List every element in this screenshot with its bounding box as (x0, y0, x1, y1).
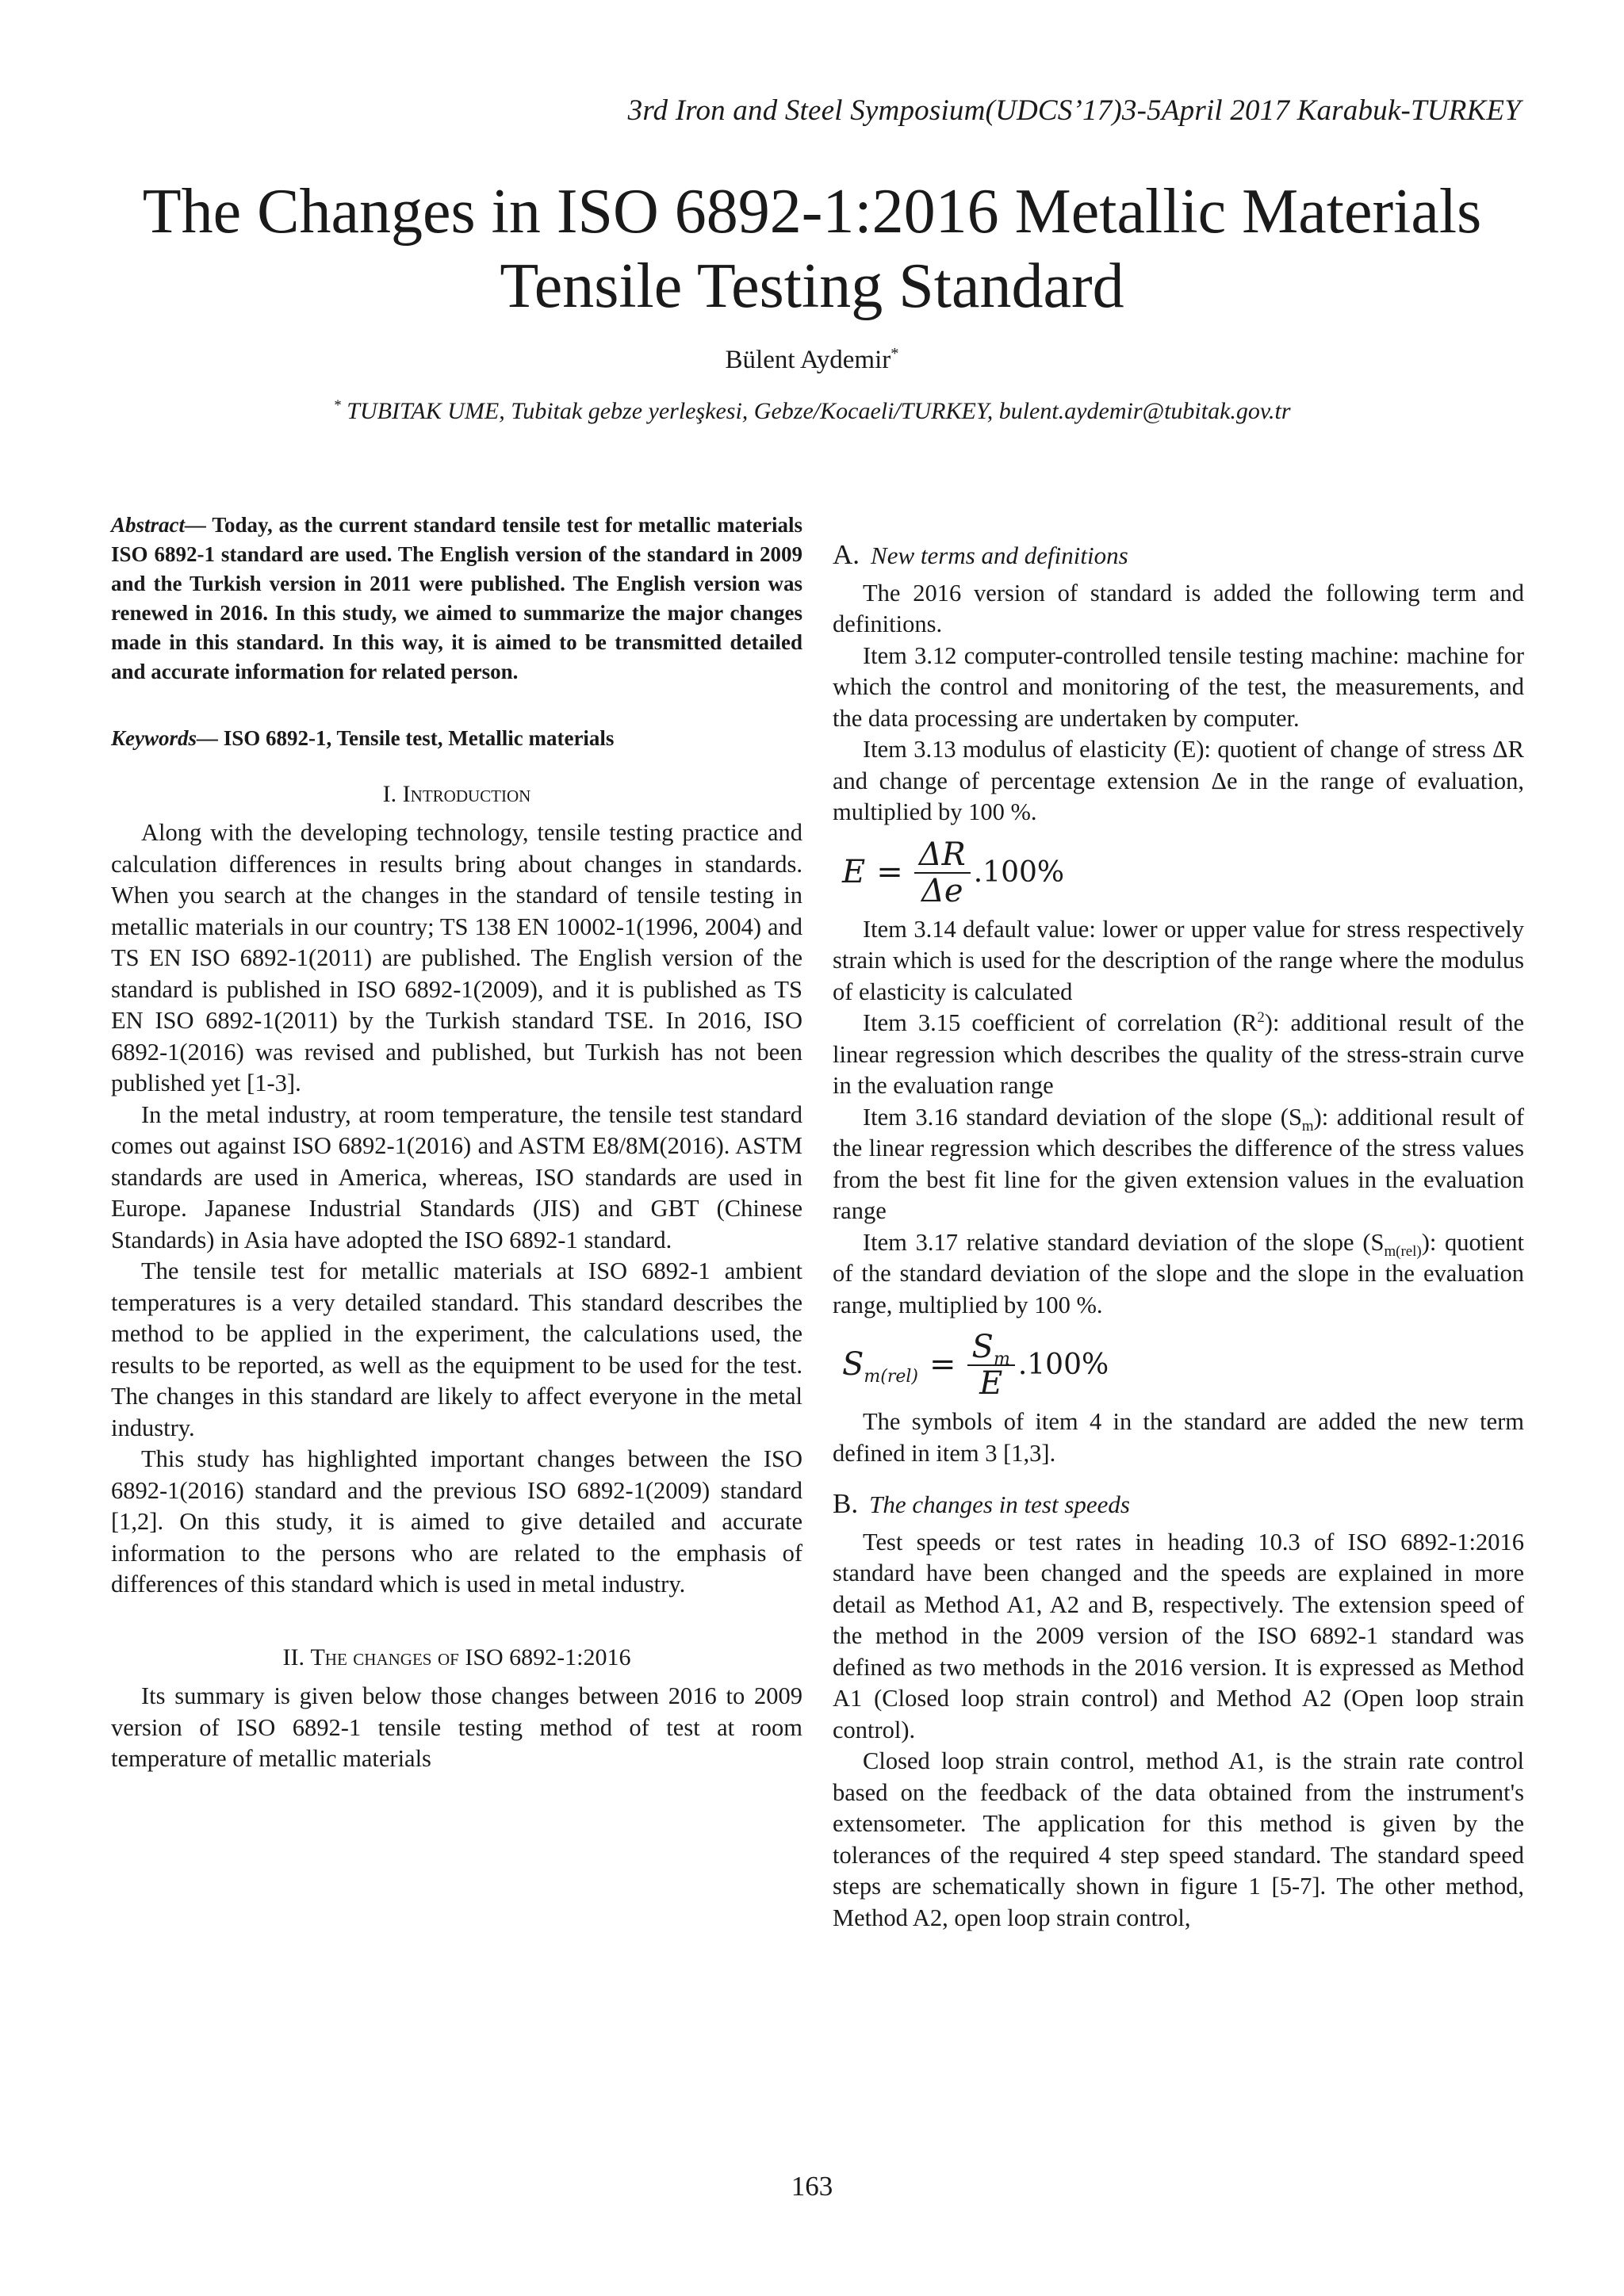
section-numeral: II. (282, 1644, 304, 1670)
lhs-symbol: S (842, 1346, 864, 1383)
title-line-1: The Changes in ISO 6892-1:2016 Metallic Materials (142, 177, 1482, 247)
numerator-subscript: m (993, 1349, 1010, 1369)
equation-relative-deviation (842, 1329, 1524, 1402)
text-run: Item 3.15 coefficient of correlation (R (863, 1009, 1258, 1036)
equation-equals: = (929, 1346, 956, 1383)
section-heading-introduction (111, 779, 802, 810)
fraction-numerator (967, 1329, 1015, 1369)
running-head: 3rd Iron and Steel Symposium(UDCS’17)3-5April 2017 Karabuk-TURKEY (627, 94, 1521, 127)
fraction-denominator: E (979, 1365, 1003, 1402)
terms-paragraph-3: Item 3.13 modulus of elasticity (E): quotient of change of stress ΔR and change of percentage extension Δe in the range of evaluation, multiplied by 100 %. (833, 736, 1524, 825)
terms-paragraph-7 (833, 1227, 1524, 1322)
subsection-title: New terms and definitions (871, 541, 1128, 569)
equation-multiplier: .100% (973, 855, 1065, 889)
left-column (111, 511, 802, 1775)
keywords-lead: Keywords— (111, 726, 218, 750)
subsection-letter: B. (833, 1488, 859, 1519)
intro-paragraph-2: In the metal industry, at room temperature, the tensile test standard comes out against ISO 6892-1(2016) and ASTM E8/8M(2016). ASTM standards are used in America, whereas, ISO standards are used in Europe. Japanese Industrial Standards (JIS) and GBT (Chinese Standards) in Asia have adopted the ISO 6892-1 standard. (111, 1100, 802, 1253)
section-numeral: I. (382, 780, 397, 807)
intro-paragraph-1: Along with the developing technology, tensile testing practice and calculation differences in results bring about changes in standards. When you search at the changes in the standard of tensile testing in metallic materials in our country; TS 138 EN 10002-1(1996, 2004) and TS EN ISO 6892-1(2011) are published. The English version of the standard is published in ISO 6892-1(2009), and it is published as TS EN ISO 6892-1(2011) by the Turkish standard TSE. In 2016, ISO 6892-1(2016) was revised and published, but Turkish has not been published yet [1-3]. (111, 819, 802, 1096)
keywords-text: ISO 6892-1, Tensile test, Metallic materials (218, 726, 615, 750)
author-name (0, 346, 1624, 375)
terms-paragraph-5 (833, 1008, 1524, 1102)
subsection-heading-a (833, 539, 1524, 572)
text-run: Item 3.16 standard deviation of the slope (S (863, 1103, 1302, 1131)
terms-paragraph-4: Item 3.14 default value: lower or upper value for stress respectively strain which is used for the description of the range where the modulus of elasticity is calculated (833, 915, 1524, 1005)
terms-paragraph-2: Item 3.12 computer-controlled tensile testing machine: machine for which the control and monitoring of the test, the measurements, and the data processing are undertaken by computer. (833, 641, 1524, 732)
subscript: m(rel) (1384, 1242, 1422, 1260)
affiliation-text: TUBITAK UME, Tubitak gebze yerleşkesi, Gebze/Kocaeli/TURKEY, bulent.aydemir@tubitak.gov.tr (347, 398, 1291, 424)
intro-paragraph-4: This study has highlighted important changes between the ISO 6892-1(2016) standard and the previous ISO 6892-1(2009) standard [1,2]. On this study, it is aimed to give detailed and accurate information to the persons who are related to the emphasis of differences of this standard which is used in metal industry. (111, 1445, 802, 1598)
numerator-symbol: S (971, 1329, 994, 1365)
intro-paragraph-3: The tensile test for metallic materials at ISO 6892-1 ambient temperatures is a very detailed standard. This standard describes the method to be applied in the experiment, the calculations used, the results to be reported, as well as the equipment to be used for the test. The changes in this standard are likely to affect everyone in the metal industry. (111, 1257, 802, 1441)
text-run: ): additional result of the linear regression which describes the difference of the stress values from the best fit line for the given extension values in the evaluation range (833, 1103, 1524, 1224)
subscript: m (1301, 1117, 1314, 1135)
fraction-denominator: Δe (921, 872, 963, 909)
changes-paragraph: Its summary is given below those changes between 2016 to 2009 version of ISO 6892-1 tensile testing method of test at room temperature of metallic materials (111, 1682, 802, 1772)
equation-fraction (914, 837, 971, 909)
abstract (111, 511, 802, 687)
equation-fraction (967, 1330, 1015, 1401)
abstract-text: Today, as the current standard tensile test for metallic materials ISO 6892-1 standard are used. The English version of the standard in 2009 and the Turkish version in 2011 were published. The English version was renewed in 2016. In this study, we aimed to summarize the major changes made in this standard. In this way, it is aimed to be transmitted detailed and accurate information for related person. (111, 513, 802, 683)
text-run: ): quotient of the standard deviation of the slope and the slope in the evaluation range, multiplied by 100 %. (833, 1228, 1524, 1318)
subsection-title: The changes in test speeds (869, 1490, 1130, 1518)
paper-title (79, 174, 1545, 323)
keywords (111, 723, 802, 755)
subsection-letter: A. (833, 539, 860, 570)
equation-multiplier: .100% (1017, 1349, 1109, 1382)
equation-lhs (842, 1346, 919, 1387)
superscript: 2 (1257, 1008, 1265, 1026)
section-title-standard: ISO 6892-1:2016 (465, 1644, 631, 1670)
affiliation-mark: * (333, 397, 341, 414)
equation-lhs: E (842, 853, 866, 890)
equation-equals: = (876, 853, 903, 890)
terms-paragraph-8: The symbols of item 4 in the standard are added the new term defined in item 3 [1,3]. (833, 1408, 1524, 1467)
right-column (833, 511, 1524, 1934)
section-title: Introduction (402, 780, 531, 807)
text-run: Item 3.17 relative standard deviation of the slope (S (863, 1228, 1385, 1256)
fraction-numerator: ΔR (914, 837, 971, 874)
equation-modulus (842, 836, 1524, 909)
author-text: Bülent Aydemir (725, 346, 891, 374)
section-heading-changes (111, 1642, 802, 1674)
page-number: 163 (791, 2171, 833, 2202)
lhs-subscript: m(rel) (864, 1367, 919, 1387)
terms-paragraph-1: The 2016 version of standard is added the following term and definitions. (833, 579, 1524, 637)
abstract-lead: Abstract— (111, 513, 207, 537)
speeds-paragraph-2: Closed loop strain control, method A1, is the strain rate control based on the feedback of the data obtained from the instrument's extensometer. The application for this method is given by the tolerances of the required 4 step speed standard. The standard speed steps are schematically shown in figure 1 [5-7]. The other method, Method A2, open loop strain control, (833, 1747, 1524, 1931)
section-title: The changes of (310, 1644, 459, 1670)
title-line-2: Tensile Testing Standard (500, 251, 1124, 321)
terms-paragraph-6 (833, 1102, 1524, 1227)
subsection-heading-b (833, 1488, 1524, 1521)
text-run: ): additional result of the linear regression which describes the quality of the stress-strain curve in the evaluation range (833, 1009, 1525, 1099)
affiliation (0, 398, 1624, 425)
speeds-paragraph-1: Test speeds or test rates in heading 10.3 of ISO 6892-1:2016 standard have been changed and the speeds are explained in more detail as Method A1, A2 and B, respectively. The extension speed of the method in the 2009 version of the ISO 6892-1 standard was defined as two methods in the 2016 version. It is expressed as Method A1 (Closed loop strain control) and Method A2 (Open loop strain control). (833, 1528, 1524, 1743)
author-mark: * (891, 345, 899, 362)
